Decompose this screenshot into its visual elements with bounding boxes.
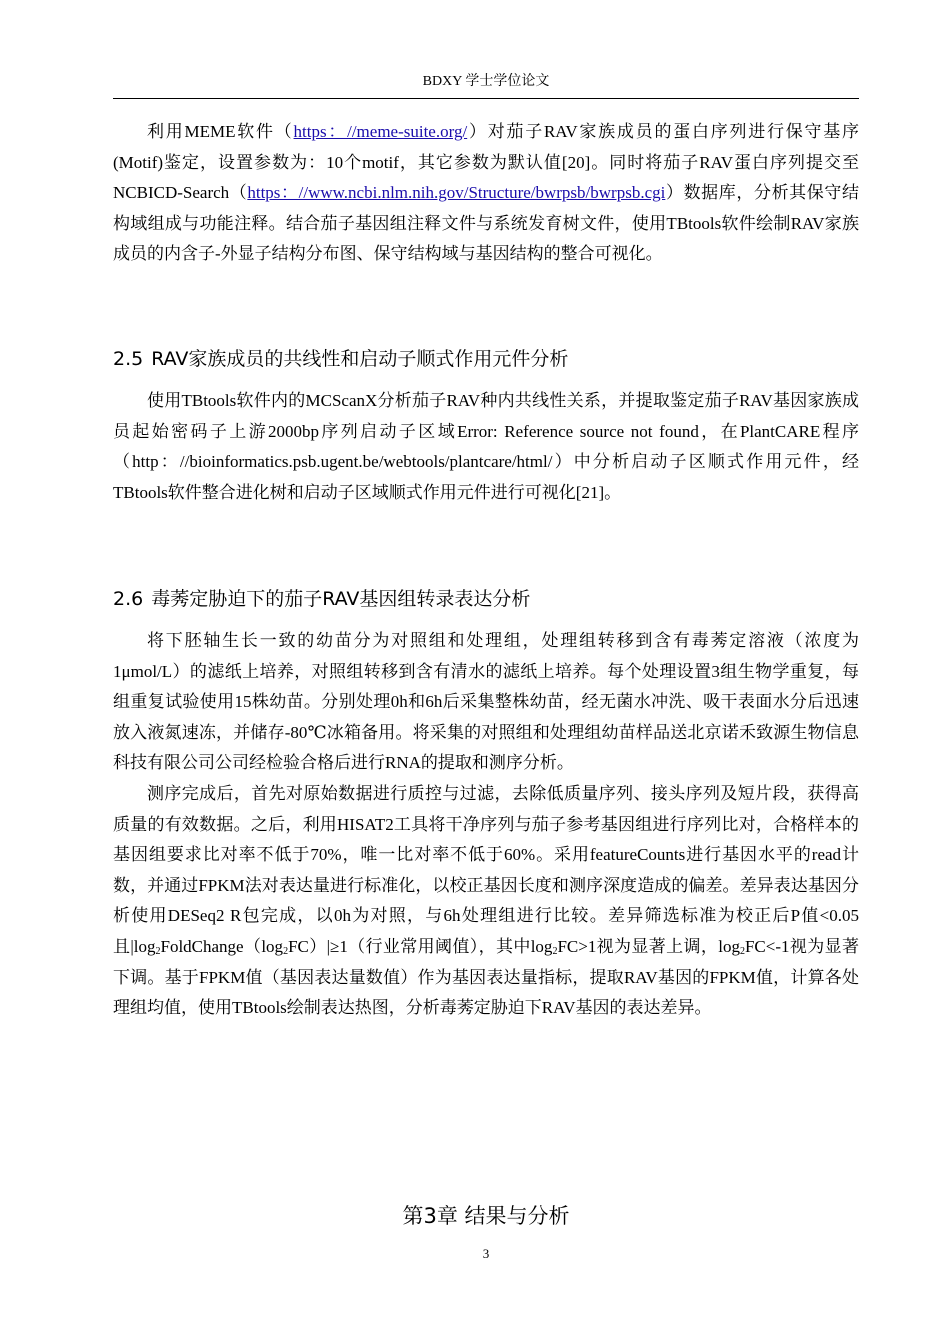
section-heading-2-6 <box>113 586 859 612</box>
para1-text-2: ）对茄子RAV家族成员的蛋白序列进行保守基序(Motif)鉴定，设置参数为：10个motif，其它参数为默认值[20]。同时将茄子RAV蛋白序列提交至NCBICD-Search（ <box>113 122 859 203</box>
section-title: RAV家族成员的共线性和启动子顺式作用元件分析 <box>151 348 569 370</box>
section26-body <box>113 626 859 1024</box>
ncbi-link[interactable]: https：//www.ncbi.nlm.nih.gov/Structure/bwrpsb/bwrpsb.cgi <box>247 183 666 203</box>
section-heading-2-5 <box>113 346 859 372</box>
header-rule <box>113 98 859 99</box>
section-title: 毒莠定胁迫下的茄子RAV基因组转录表达分析 <box>151 588 531 610</box>
paragraph-collinearity <box>113 386 859 508</box>
para1-text-3: ）数据库，分析其保守结构域组成与功能注释。结合茄子基因组注释文件与系统发育树文件，使用TBtools软件绘制RAV家族成员的内含子-外显子结构分布图、保守结构域与基因结构的整合可视化。 <box>113 183 859 264</box>
section-number: 2.5 <box>113 348 144 370</box>
meme-link[interactable]: https：//meme-suite.org/ <box>293 122 468 141</box>
section25-text: 使用TBtools软件内的MCScanX分析茄子RAV种内共线性关系，并提取鉴定茄子RAV基因家族成员起始密码子上游2000bp序列启动子区域Error: Reference source not found，在PlantCARE程序（http：//bioinformatics.psb.ugent.be/webtools/plantcare/html/）中分析启动子区顺式作用元件，经TBtools软件整合进化树和启动子区域顺式作用元件进行可视化[21]。 <box>113 391 859 502</box>
section-number: 2.6 <box>113 588 144 610</box>
page-number: 3 <box>482 1246 490 1261</box>
para1-text-1: 利用MEME软件（ <box>147 122 294 141</box>
running-header: BDXY 学士学位论文 <box>422 74 550 89</box>
paragraph-sequencing: 测序完成后，首先对原始数据进行质控与过滤，去除低质量序列、接头序列及短片段，获得高质量的有效数据。之后，利用HISAT2工具将干净序列与茄子参考基因组进行序列比对，合格样本的基因组要求比对率不低于70%，唯一比对率不低于60%。采用featureCounts进行基因水平的read计数，并通过FPKM法对表达量进行标准化，以校正基因长度和测序深度造成的偏差。差异表达基因分析使用DESeq2 R包完成，以0h为对照，与6h处理组进行比较。差异筛选标准为校正后P值<0.05且$|\log_2FoldChange(\log_2FC)|\ge 1$（行业常用阈值），其中$\log_2FC>1$视为显著上调，$\log_2FC<-1$视为显著下调。基于FPKM值（基因表达量数值）作为基因表达量指标，提取RAV基因的FPKM值，计算各处理组均值，使用TBtools绘制表达热图，分析毒莠定胁迫下RAV基因的表达差异。 <box>113 783 859 1018</box>
paragraph-meme <box>113 117 859 270</box>
paragraph-sampling: 将下胚轴生长一致的幼苗分为对照组和处理组，处理组转移到含有毒莠定溶液（浓度为1μmol/L）的滤纸上培养，对照组转移到含有清水的滤纸上培养。每个处理设置3组生物学重复，每组重复试验使用15株幼苗。分别处理0h和6h后采集整株幼苗，经无菌水冲洗、吸干表面水分后迅速放入液氮速冻，并储存-80℃冰箱备用。将采集的对照组和处理组幼苗样品送北京诺禾致源生物信息科技有限公司公司经检验合格后进行RNA的提取和测序分析。 <box>113 631 859 773</box>
chapter-title: 第3章 结果与分析 <box>402 1204 570 1228</box>
